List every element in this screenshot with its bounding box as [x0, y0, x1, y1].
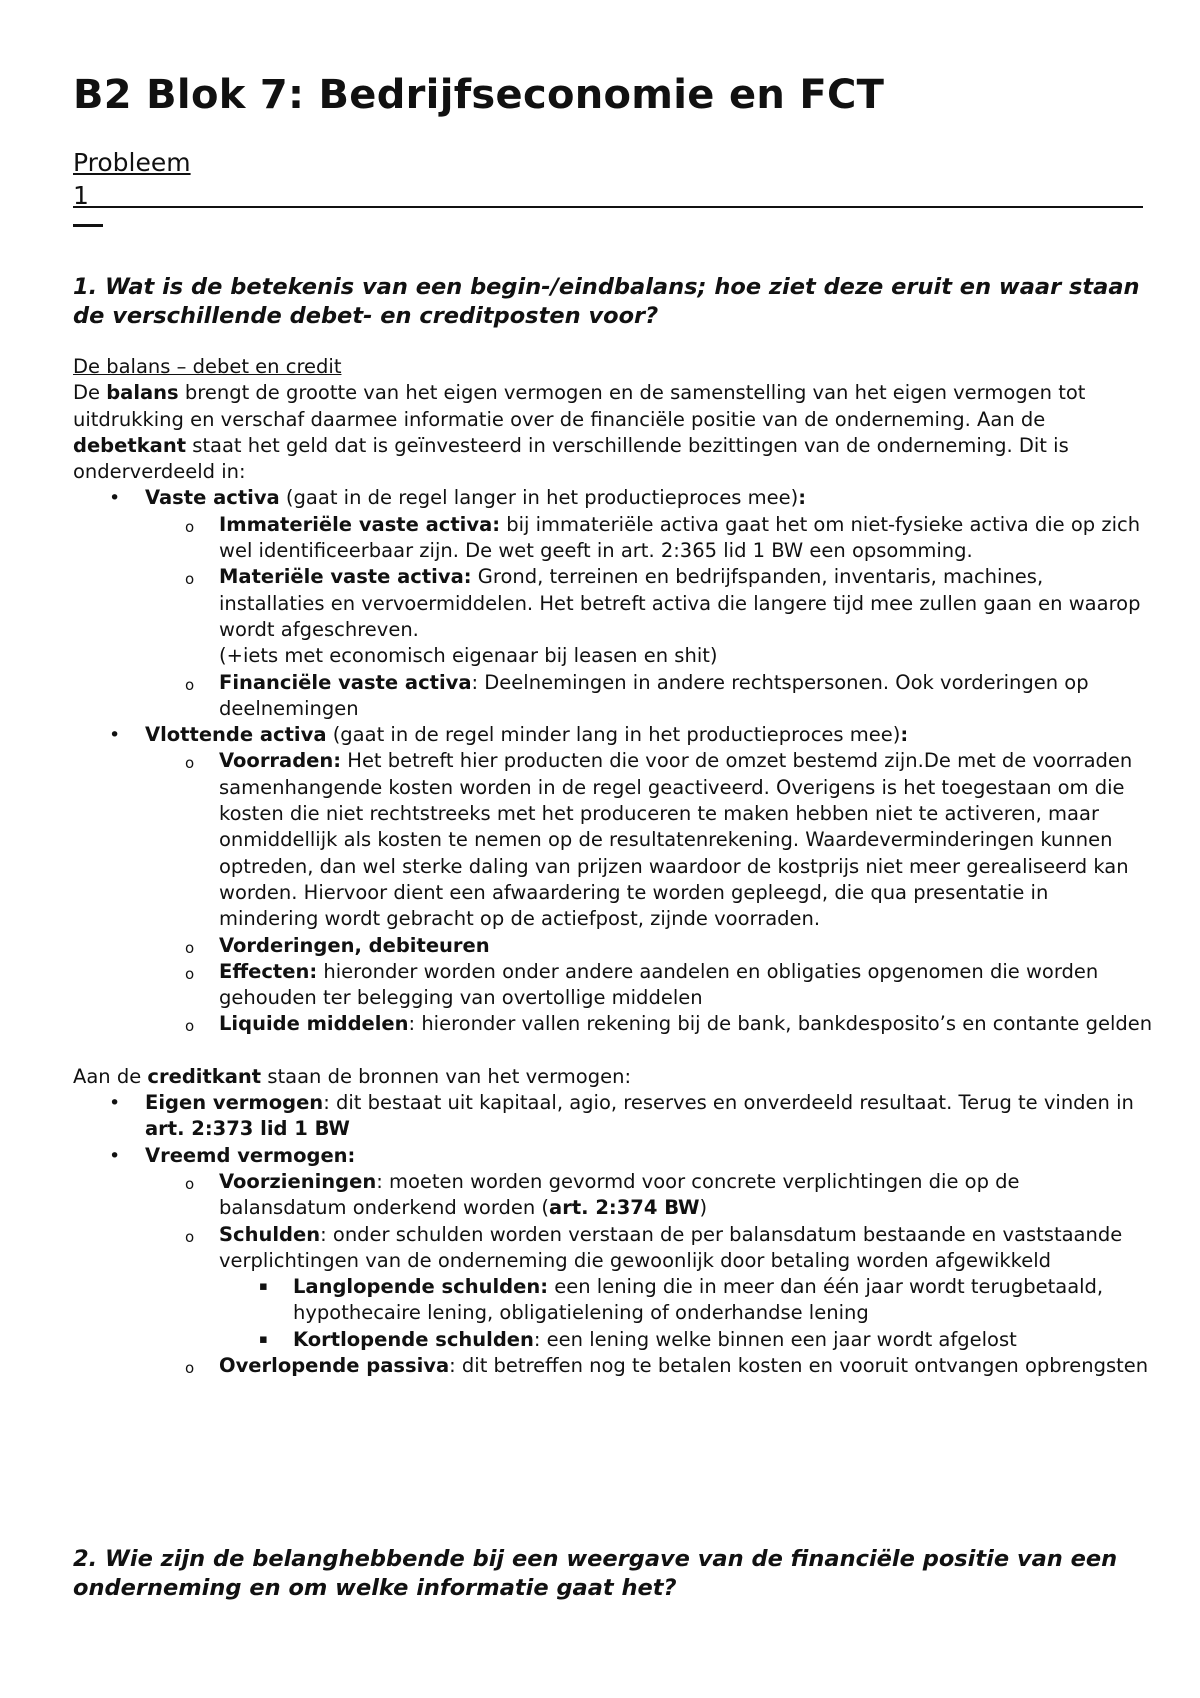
term: Immateriële vaste activa:	[219, 512, 501, 536]
document-body	[73, 354, 1153, 1379]
term: Effecten:	[219, 959, 318, 983]
term: Kortlopende schulden	[293, 1327, 534, 1351]
list-item	[73, 748, 1153, 932]
term: Vaste activa	[145, 486, 280, 510]
circle-bullet-icon: o	[185, 1017, 195, 1036]
spacer	[73, 1038, 1153, 1064]
credit-list	[73, 1090, 1153, 1379]
item-text: : onder schulden worden verstaan de per balansdatum bestaande en vaststaande verplichtingen van de onderneming die gewoonlijk door betaling worden afgewikkeld	[219, 1222, 1123, 1272]
intro-term-balans: balans	[106, 381, 179, 405]
item-text: (gaat in de regel minder lang in het productieproces mee)	[326, 723, 901, 747]
problem-label: Probleem	[73, 148, 191, 177]
problem-heading	[73, 146, 191, 212]
item-text: : een lening welke binnen een jaar wordt afgelost	[533, 1327, 1017, 1351]
circle-bullet-icon: o	[185, 517, 195, 536]
bullet-icon: •	[109, 1144, 121, 1167]
list-item	[73, 512, 1153, 565]
circle-bullet-icon: o	[185, 675, 195, 694]
vaste-activa-sublist	[145, 512, 1153, 722]
circle-bullet-icon: o	[185, 1227, 195, 1246]
heading-underline	[88, 206, 1143, 208]
list-item	[73, 1169, 1153, 1222]
term: Voorzieningen	[219, 1169, 377, 1193]
colon: :	[900, 723, 909, 747]
list-item	[73, 959, 1153, 1012]
term: Materiële vaste activa:	[219, 565, 472, 589]
term: Liquide middelen	[219, 1012, 409, 1036]
intro-term-debetkant: debetkant	[73, 433, 187, 457]
square-bullet-icon: ▪	[259, 1331, 268, 1347]
list-item-eigen-vermogen	[73, 1090, 1153, 1143]
bullet-icon: •	[109, 1092, 121, 1115]
circle-bullet-icon: o	[185, 570, 195, 589]
intro-text: brengt de grootte van het eigen vermogen en de samenstelling van het eigen vermogen tot uitdrukking en verschaf daarmee informatie over de financiële positie van de onderneming. Aan de	[73, 381, 1086, 431]
question-1: 1. Wat is de betekenis van een begin-/eindbalans; hoe ziet deze eruit en waar staan de verschillende debet- en creditposten voor?	[73, 274, 1140, 329]
item-text: bij immateriële activa gaat het om niet-fysieke activa die op zich wel identificeerbaar zijn. De wet geeft in art. 2:365 lid 1 BW een opsomming.	[219, 512, 1141, 563]
term: Financiële vaste activa	[219, 670, 472, 694]
circle-bullet-icon: o	[185, 1174, 195, 1193]
term: Vlottende activa	[145, 723, 327, 747]
list-item	[73, 1011, 1153, 1037]
item-text: (gaat in de regel langer in het productieproces mee)	[279, 486, 799, 510]
term: Schulden	[219, 1222, 321, 1246]
vreemd-vermogen-sublist	[145, 1169, 1153, 1379]
law-reference: art. 2:373 lid 1 BW	[145, 1117, 350, 1141]
item-text: : moeten worden gevormd voor concrete verplichtingen die op de balansdatum onderkend worden (	[219, 1169, 1020, 1220]
list-item	[73, 1353, 1153, 1379]
item-text: )	[699, 1196, 708, 1220]
document-title: B2 Blok 7: Bedrijfseconomie en FCT	[73, 72, 885, 118]
term: Langlopende schulden:	[293, 1275, 549, 1299]
intro-text: staat het geld dat is geïnvesteerd in verschillende bezittingen van de onderneming. Dit is onderverdeeld in:	[73, 433, 1069, 484]
term: Vorderingen, debiteuren	[219, 933, 490, 957]
circle-bullet-icon: o	[185, 754, 195, 773]
intro-paragraph	[73, 380, 1153, 485]
list-item	[73, 1327, 1153, 1353]
term: Overlopende passiva	[219, 1353, 450, 1377]
item-note: (+iets met economisch eigenaar bij leasen en shit)	[219, 644, 718, 668]
item-text: : dit bestaat uit kapitaal, agio, reserves en onverdeeld resultaat. Terug te vinden in	[323, 1091, 1134, 1115]
colon: :	[798, 486, 807, 510]
circle-bullet-icon: o	[185, 1358, 195, 1377]
question-2: 2. Wie zijn de belanghebbende bij een weergave van de financiële positie van een onderneming en om welke informatie gaat het?	[73, 1546, 1118, 1601]
list-item	[73, 1222, 1153, 1353]
list-item-vlottende-activa	[73, 722, 1153, 1038]
credit-intro-paragraph	[73, 1064, 1153, 1090]
item-text: : hieronder vallen rekening bij de bank, bankdesposito’s en contante gelden	[408, 1012, 1153, 1036]
item-text: een lening die in meer dan één jaar wordt terugbetaald, hypothecaire lening, obligatielening of onderhandse lening	[293, 1275, 1104, 1325]
list-item-vaste-activa	[73, 485, 1153, 722]
item-text: : Deelnemingen in andere rechtspersonen. Ook vorderingen op deelnemingen	[219, 670, 1089, 720]
bullet-icon: •	[109, 724, 121, 747]
circle-bullet-icon: o	[185, 964, 195, 983]
list-item-vreemd-vermogen	[73, 1143, 1153, 1380]
list-item	[73, 670, 1153, 723]
intro-term-creditkant: creditkant	[147, 1064, 262, 1088]
section-heading: De balans – debet en credit	[73, 355, 342, 378]
law-reference: art. 2:374 BW	[549, 1196, 700, 1220]
square-bullet-icon: ▪	[259, 1279, 268, 1295]
term: Voorraden:	[219, 749, 342, 773]
intro-text: staan de bronnen van het vermogen:	[261, 1064, 632, 1088]
heading-dash	[73, 224, 103, 227]
circle-bullet-icon: o	[185, 938, 195, 957]
item-text: : dit betreffen nog te betalen kosten en vooruit ontvangen opbrengsten	[449, 1353, 1149, 1377]
problem-number: 1	[73, 181, 89, 210]
term: Eigen vermogen	[145, 1091, 324, 1115]
item-text: Het betreft hier producten die voor de omzet bestemd zijn.De met de voorraden samenhangende kosten worden in de regel geactiveerd. Overigens is het toegestaan om die kosten die niet rechtstreeks met het produceren te maken hebben niet te activeren, maar onmiddellijk als kosten te nemen op de resultatenrekening. Waardeverminderingen kunnen optreden, dan wel sterke daling van prijzen waardoor de kostprijs niet meer gerealiseerd kan worden. Hiervoor dient een afwaardering te worden gepleegd, die qua presentatie in mindering wordt gebracht op de actiefpost, zijnde voorraden.	[219, 749, 1133, 931]
list-item	[73, 1274, 1153, 1327]
intro-text: Aan de	[73, 1064, 148, 1088]
debet-list	[73, 485, 1153, 1037]
bullet-icon: •	[109, 487, 121, 510]
term: Vreemd vermogen:	[145, 1143, 356, 1167]
item-text: hieronder worden onder andere aandelen en obligaties opgenomen die worden gehouden ter belegging van overtollige middelen	[219, 959, 1099, 1010]
vlottende-activa-sublist	[145, 748, 1153, 1037]
item-text: Grond, terreinen en bedrijfspanden, inventaris, machines, installaties en vervoermiddelen. Het betreft activa die langere tijd mee zullen gaan en waarop wordt afgeschreven.	[219, 565, 1141, 641]
intro-text: De	[73, 381, 107, 405]
list-item	[73, 564, 1153, 669]
list-item	[73, 933, 1153, 959]
schulden-sublist	[219, 1274, 1153, 1353]
